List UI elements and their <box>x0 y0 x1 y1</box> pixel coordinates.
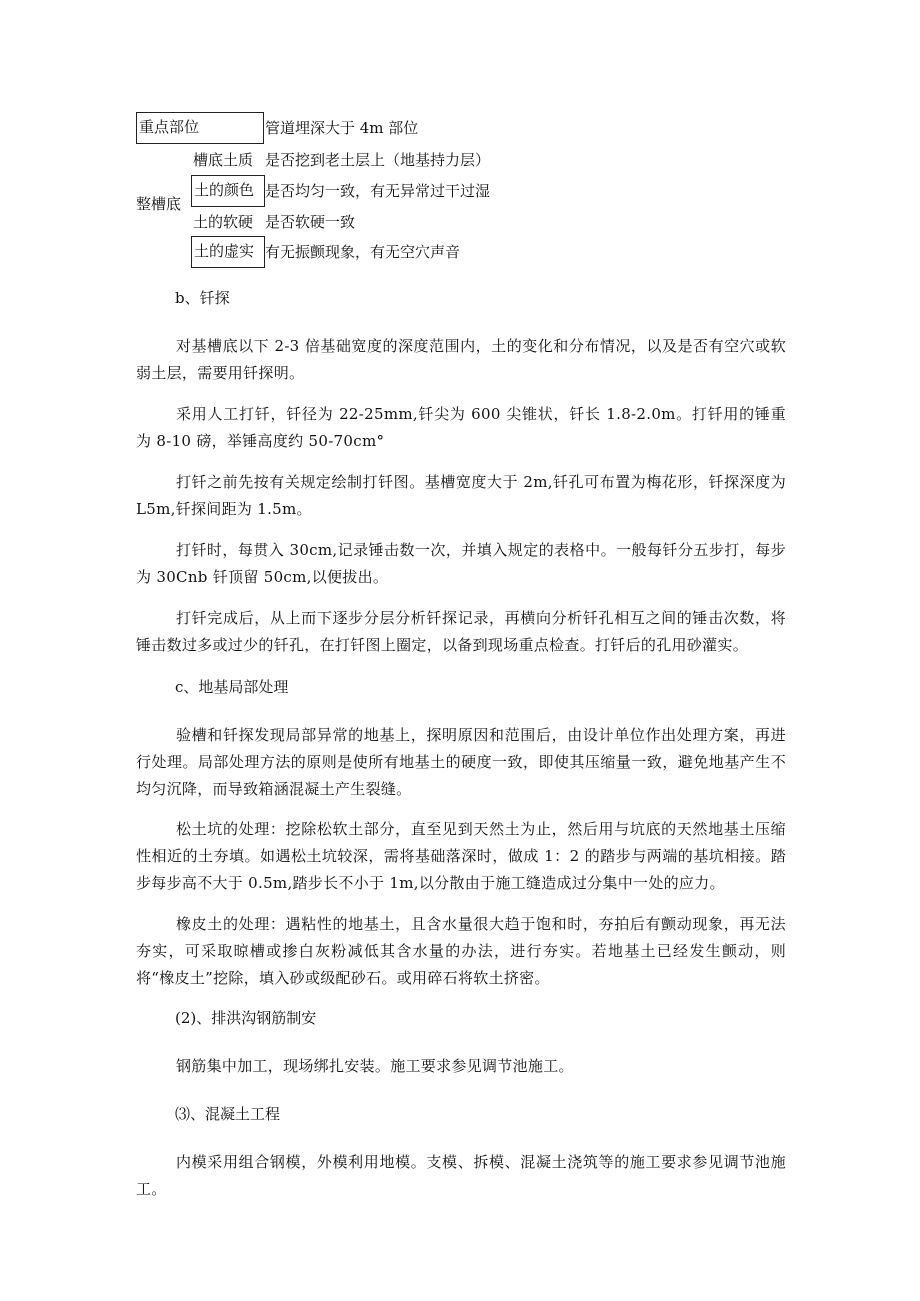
paragraph: 钢筋集中加工，现场绑扎安装。施工要求参见调节池施工。 <box>176 1057 574 1075</box>
paragraph: 松土坑的处理：挖除松软土部分，直至见到天然土为止，然后用与坑底的天然地基土压缩性相近的土夯填。如遇松土坑较深，需将基础落深时，做成 1：2 的踏步与两端的基坑相接。踏步每步高不大于 0.5m,踏步长不小于 1m,以分散由于施工缝造成过分集中一处的应力。 <box>136 820 786 892</box>
paragraph: 打钎之前先按有关规定绘制打钎图。基槽宽度大于 2m,钎孔可布置为梅花形，钎探深度为 L5m,钎探间距为 1.5m。 <box>136 473 786 518</box>
row-label: 土的虚实 <box>191 236 265 268</box>
section-heading: c、地基局部处理 <box>175 678 289 696</box>
paragraph: 打钎完成后，从上而下逐步分层分析钎探记录，再横向分析钎孔相互之间的锤击次数，将锤击数过多或过少的钎孔，在打钎图上圈定，以备到现场重点检查。打钎后的孔用砂灌实。 <box>136 609 786 654</box>
section-heading: b、钎探 <box>175 289 230 307</box>
row-value: 是否软硬一致 <box>265 213 356 231</box>
section-heading: ⑶、混凝土工程 <box>175 1105 281 1123</box>
group-label: 整槽底 <box>136 195 182 213</box>
paragraph: 打钎时，每贯入 30cm,记录锤击数一次，并填入规定的表格中。一般每钎分五步打，每步为 30Cnb 钎顶留 50cm,以便拔出。 <box>136 541 786 586</box>
row-value: 是否均匀一致，有无异常过干过湿 <box>265 182 491 200</box>
row-value: 有无振颤现象，有无空穴声音 <box>265 243 461 261</box>
row-label: 土的软硬 <box>193 213 254 231</box>
row-value: 是否挖到老土层上（地基持力层） <box>265 151 491 169</box>
paragraph: 验槽和钎探发现局部异常的地基上，探明原因和范围后，由设计单位作出处理方案，再进行处理。局部处理方法的原则是使所有地基土的硬度一致，即使其压缩量一致，避免地基产生不均匀沉降，而导致箱涵混凝土产生裂缝。 <box>136 726 786 798</box>
key-value: 管道埋深大于 4m 部位 <box>265 119 419 137</box>
paragraph: 内模采用组合钢模，外模利用地模。支模、拆模、混凝土浇筑等的施工要求参见调节池施工。 <box>136 1153 786 1198</box>
row-label: 槽底土质 <box>193 151 254 169</box>
paragraph: 对基槽底以下 2-3 倍基础宽度的深度范围内，土的变化和分布情况，以及是否有空穴或软弱土层，需要用钎探明。 <box>136 337 786 382</box>
paragraph: 采用人工打钎，钎径为 22-25mm,钎尖为 600 尖锥状，钎长 1.8-2.0m。打钎用的锤重为 8-10 磅，举锤高度约 50-70cm° <box>136 405 786 450</box>
paragraph: 橡皮土的处理：遇粘性的地基土，且含水量很大趋于饱和时，夯拍后有颤动现象，再无法夯实，可采取晾槽或掺白灰粉减低其含水量的办法，进行夯实。若地基土已经发生颤动，则将“橡皮土”挖除，填入砂或级配砂石。或用碎石将软土挤密。 <box>136 915 786 987</box>
row-label: 土的颜色 <box>191 175 265 207</box>
key-label: 重点部位 <box>136 112 264 144</box>
section-heading: (2)、排洪沟钢筋制安 <box>175 1009 317 1027</box>
